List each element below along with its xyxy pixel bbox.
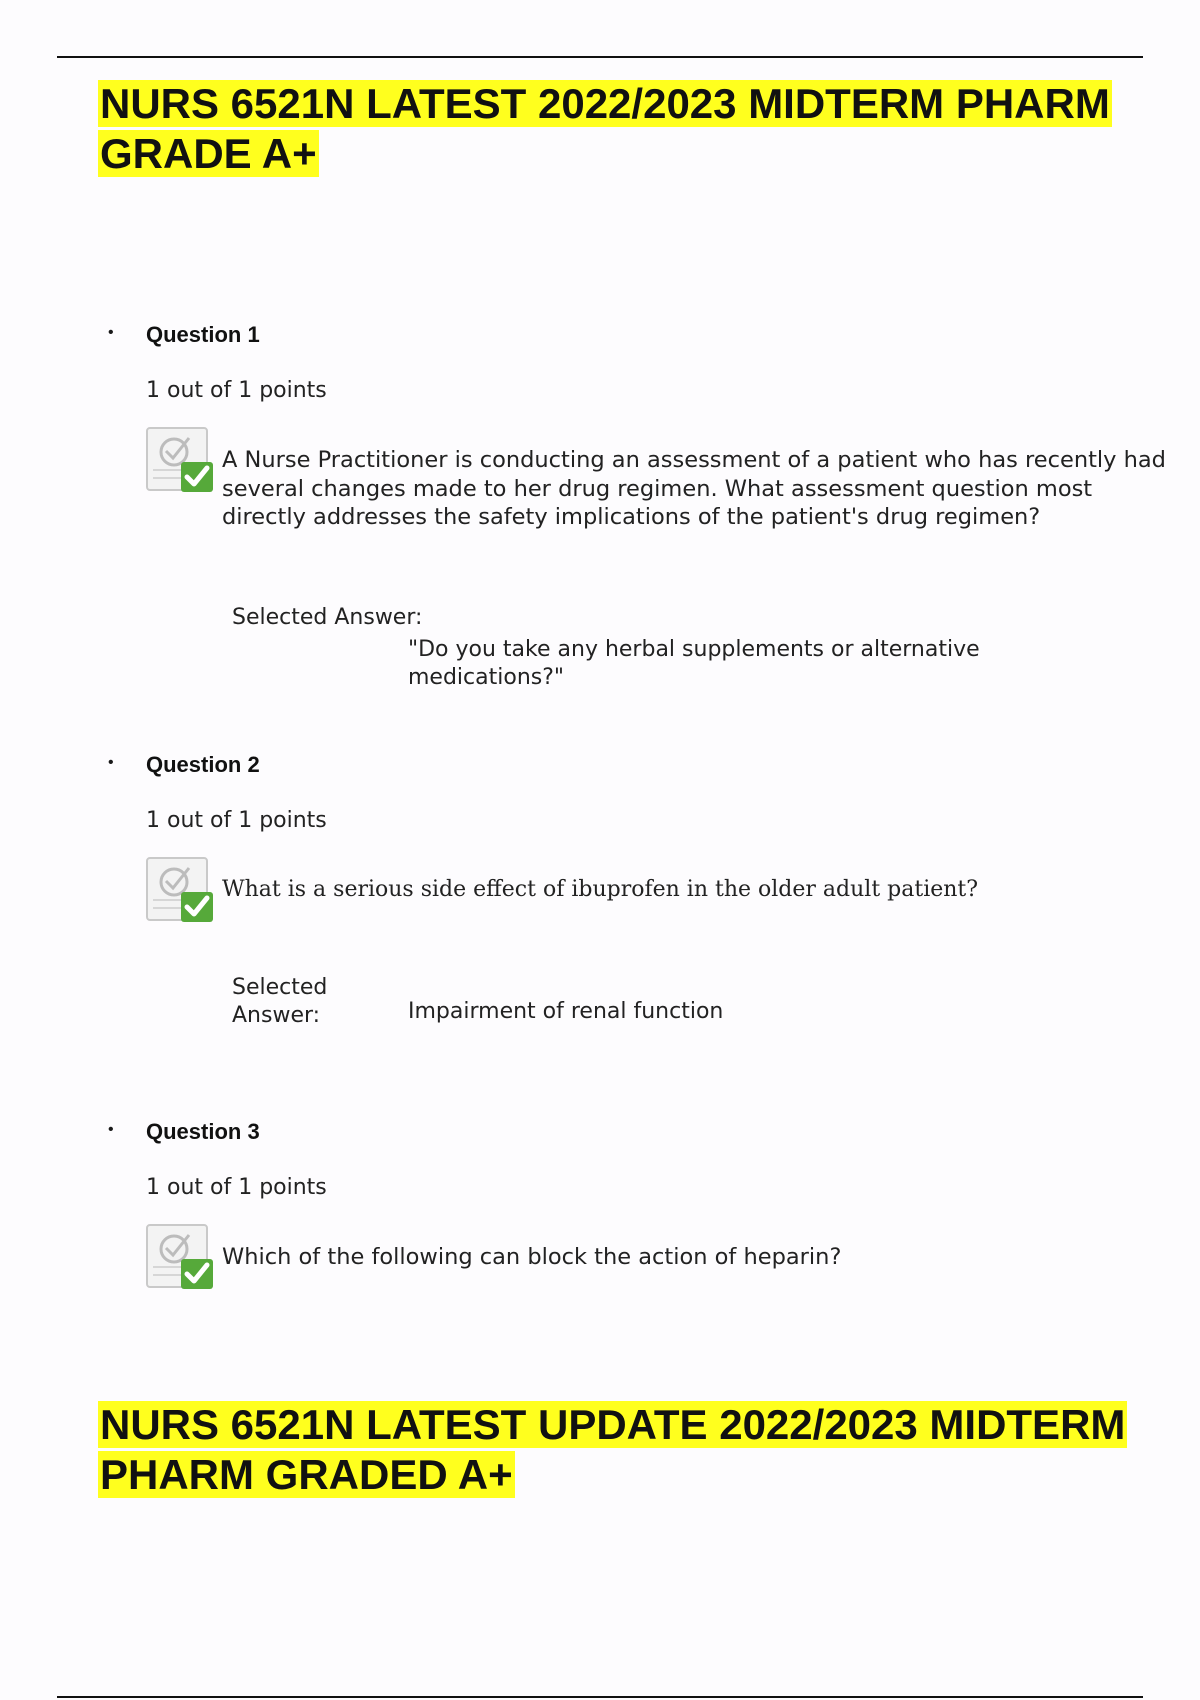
selected-answer-label: Selected Answer: bbox=[232, 975, 328, 1028]
question-points: 1 out of 1 points bbox=[146, 1175, 327, 1200]
document-title-repeat: NURS 6521N LATEST UPDATE 2022/2023 MIDTERM PHARM GRADED A+ bbox=[100, 1401, 1126, 1498]
question-points: 1 out of 1 points bbox=[146, 378, 327, 403]
question-text: Which of the following can block the action of heparin? bbox=[222, 1244, 842, 1270]
question-title: Question 2 bbox=[146, 752, 260, 777]
correct-check-icon bbox=[145, 1223, 215, 1293]
selected-answer-value: Impairment of renal function bbox=[408, 999, 724, 1024]
question-title: Question 3 bbox=[146, 1119, 260, 1144]
question-text: What is a serious side effect of ibuprofen in the older adult patient? bbox=[222, 877, 979, 902]
correct-check-icon bbox=[145, 426, 215, 496]
selected-answer-value: "Do you take any herbal supplements or alternative medications?" bbox=[408, 637, 980, 690]
bottom-rule bbox=[57, 1696, 1143, 1698]
correct-check-icon bbox=[145, 856, 215, 926]
top-rule bbox=[57, 56, 1143, 58]
bullet: • bbox=[108, 754, 114, 771]
selected-answer-label: Selected Answer: bbox=[232, 605, 423, 630]
question-title: Question 1 bbox=[146, 322, 260, 347]
question-text: A Nurse Practitioner is conducting an assessment of a patient who has recently had several changes made to her drug regimen. What assessment question most directly addresses the safety implications of the patient's drug regimen? bbox=[222, 447, 1166, 530]
question-points: 1 out of 1 points bbox=[146, 808, 327, 833]
bullet: • bbox=[108, 1121, 114, 1138]
bullet: • bbox=[108, 324, 114, 341]
document-title: NURS 6521N LATEST 2022/2023 MIDTERM PHARM GRADE A+ bbox=[100, 80, 1110, 177]
